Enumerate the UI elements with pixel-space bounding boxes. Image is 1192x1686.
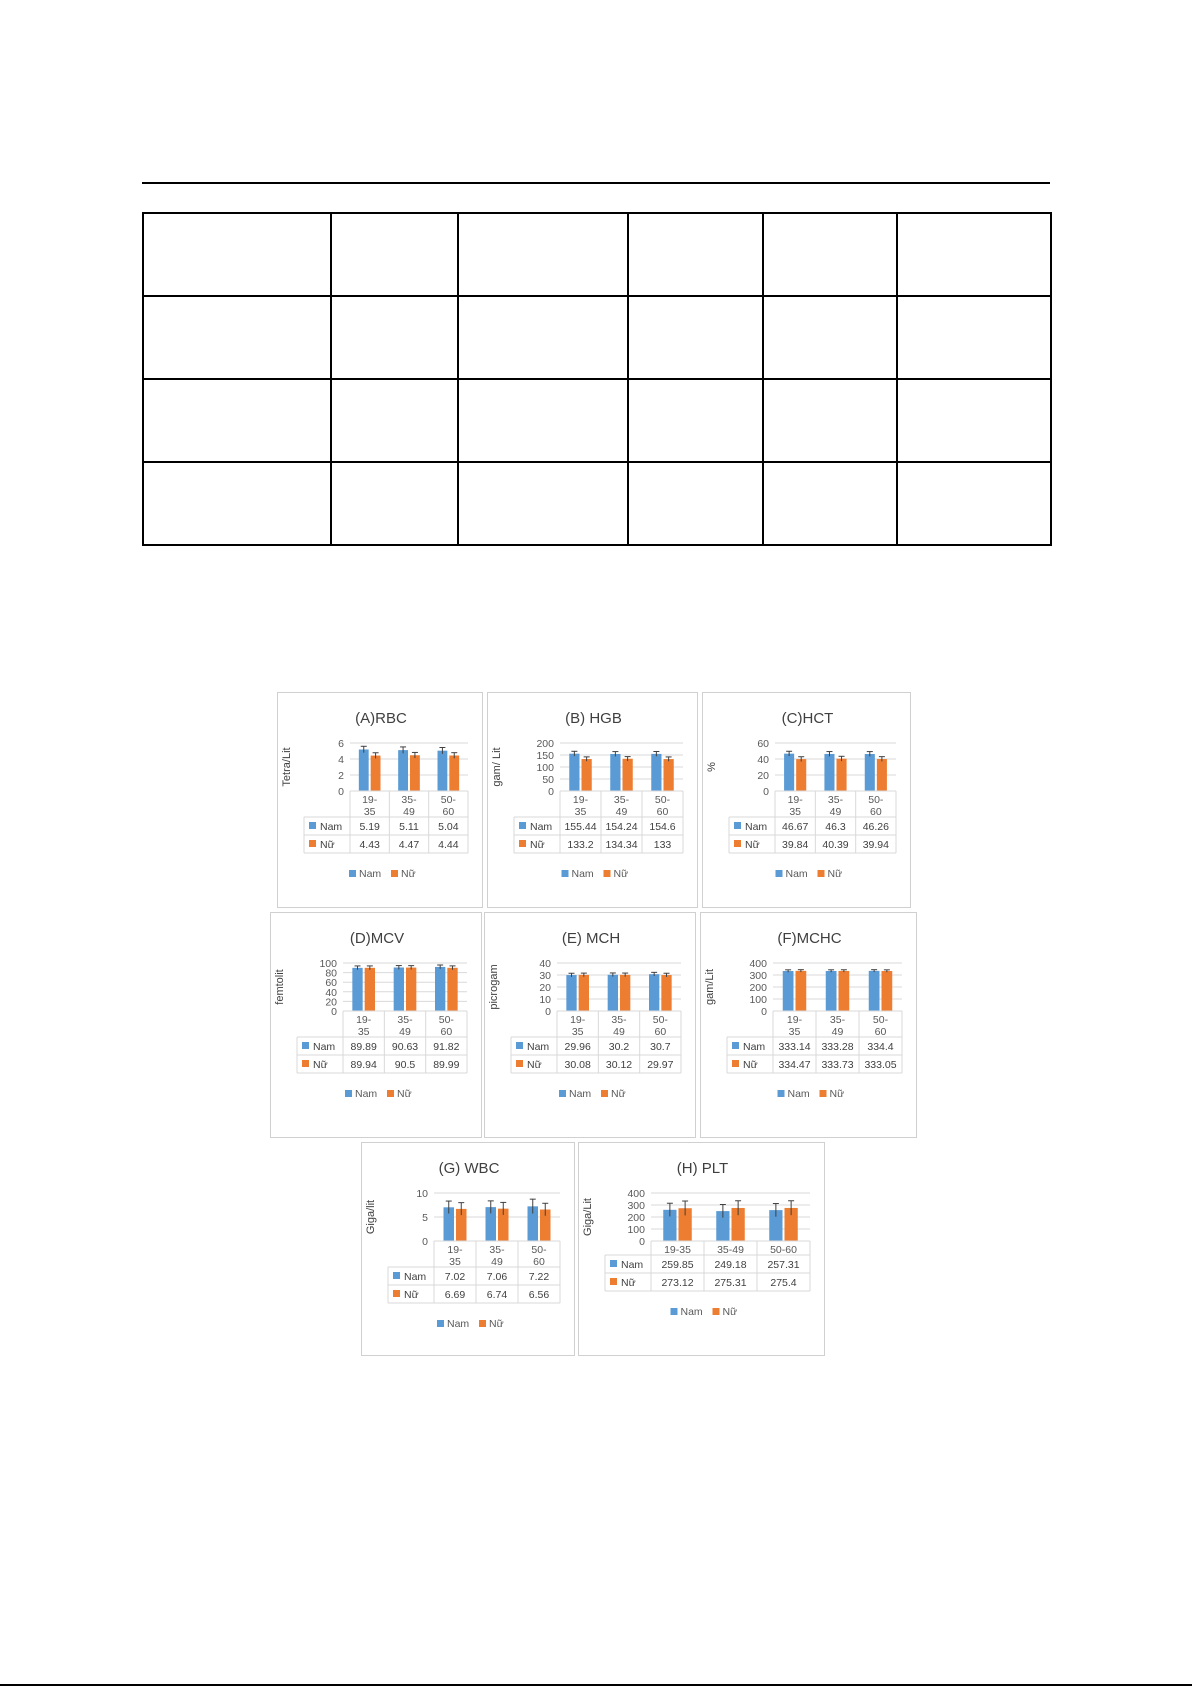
- legend-entry: Nam: [355, 1088, 378, 1100]
- legend-entry: Nữ: [722, 1306, 738, 1318]
- data-label: 5.11: [399, 821, 419, 833]
- data-label: 134.34: [605, 839, 638, 851]
- series-name: Nam: [404, 1271, 427, 1283]
- data-label: 334.4: [867, 1041, 894, 1053]
- y-tick-label: 200: [536, 738, 554, 750]
- bar-nam: [359, 749, 369, 791]
- y-tick-label: 40: [325, 986, 337, 999]
- legend-swatch-nam: [559, 1090, 566, 1097]
- bar-nu: [582, 759, 592, 791]
- y-axis-label: picrogam: [488, 964, 500, 1010]
- category-label: 50-: [868, 794, 884, 806]
- chart-title: (H) PLT: [676, 1160, 729, 1177]
- category-label: 60: [869, 806, 882, 818]
- legend-entry: Nam: [569, 1088, 592, 1100]
- chart-svg: [485, 913, 697, 1139]
- data-label: 39.84: [782, 839, 809, 851]
- data-label: 133.2: [567, 839, 594, 851]
- data-label: 7.22: [528, 1271, 550, 1283]
- y-tick-label: 100: [627, 1224, 645, 1236]
- legend-key-nu: [610, 1278, 617, 1285]
- y-tick-label: 50: [542, 774, 554, 786]
- chart-svg: [703, 693, 912, 909]
- bar-nu: [664, 759, 674, 791]
- category-label: 19-: [572, 794, 589, 806]
- table-cell: [628, 213, 763, 296]
- data-label: 90.5: [394, 1059, 416, 1071]
- y-tick-label: 5: [422, 1212, 428, 1224]
- table-row: [143, 213, 1051, 296]
- table-cell: [331, 213, 458, 296]
- series-name: Nữ: [745, 839, 760, 851]
- y-tick-label: 150: [536, 750, 554, 762]
- table-cell: [628, 379, 763, 462]
- chart-panel-b: [487, 692, 698, 908]
- data-label: 89.99: [433, 1059, 460, 1071]
- bar-nu: [620, 975, 630, 1011]
- data-label: 90.63: [391, 1041, 419, 1053]
- y-tick-label: 0: [639, 1236, 645, 1248]
- y-tick-label: 20: [539, 982, 551, 994]
- legend-key-nam: [610, 1260, 617, 1267]
- chart-panel-e: [484, 912, 696, 1138]
- bar-nam: [869, 971, 880, 1011]
- y-tick-label: 0: [548, 786, 554, 798]
- series-name: Nữ: [404, 1289, 419, 1301]
- y-tick-label: 30: [539, 970, 551, 982]
- y-tick-label: 100: [536, 762, 554, 774]
- series-name: Nam: [743, 1041, 766, 1053]
- data-label: 30.2: [608, 1041, 630, 1053]
- bar-nam: [649, 974, 659, 1011]
- bar-nu: [839, 971, 850, 1011]
- table-row: [143, 296, 1051, 379]
- table-cell: [763, 296, 897, 379]
- category-label: 60: [442, 806, 455, 818]
- chart-panel-g: [361, 1142, 575, 1356]
- data-label: 6.74: [486, 1289, 508, 1301]
- y-tick-label: 2: [338, 770, 344, 782]
- bar-nam: [569, 754, 579, 791]
- category-label: 50-: [531, 1244, 547, 1256]
- bar-nam: [398, 750, 408, 791]
- series-name: Nữ: [320, 839, 335, 851]
- y-tick-label: 20: [325, 996, 337, 1009]
- y-tick-label: 300: [749, 970, 767, 982]
- data-label: 333.28: [821, 1041, 854, 1053]
- bar-nam: [826, 971, 837, 1011]
- category-label: 50-: [872, 1014, 889, 1026]
- legend-key-nu: [519, 840, 526, 847]
- y-tick-label: 10: [416, 1188, 428, 1200]
- y-tick-label: 0: [763, 786, 769, 798]
- chart-title: (F)MCHC: [777, 930, 842, 947]
- legend-swatch-nu: [601, 1090, 608, 1097]
- category-label: 35-: [613, 794, 630, 806]
- legend-key-nam: [734, 822, 741, 829]
- category-label: 60: [654, 1026, 667, 1038]
- series-name: Nam: [530, 821, 553, 833]
- bar-nu: [837, 759, 847, 791]
- series-name: Nữ: [743, 1059, 758, 1071]
- legend-entry: Nam: [680, 1306, 703, 1318]
- y-tick-label: 100: [749, 994, 767, 1006]
- category-label: 49: [615, 806, 628, 818]
- bar-nam: [435, 967, 445, 1011]
- y-axis-label: Giga/lit: [365, 1199, 377, 1235]
- data-label: 29.96: [564, 1041, 591, 1053]
- y-axis-label: gam/ Lit: [491, 747, 503, 787]
- series-name: Nữ: [527, 1059, 542, 1071]
- table-cell: [458, 213, 628, 296]
- data-label: 4.44: [438, 839, 459, 851]
- data-label: 275.4: [770, 1277, 797, 1289]
- table-row: [143, 379, 1051, 462]
- data-label: 333.14: [778, 1041, 811, 1053]
- data-label: 30.08: [564, 1059, 591, 1071]
- category-label: 50-: [652, 1014, 668, 1026]
- data-label: 154.6: [649, 821, 676, 833]
- table-cell: [143, 462, 331, 545]
- y-tick-label: 40: [539, 958, 551, 970]
- table-cell: [897, 462, 1051, 545]
- legend-key-nam: [519, 822, 526, 829]
- table-cell: [628, 296, 763, 379]
- legend-swatch-nu: [387, 1090, 394, 1097]
- y-tick-label: 20: [757, 770, 769, 782]
- y-tick-label: 80: [325, 967, 337, 980]
- chart-svg: [271, 913, 483, 1139]
- table-cell: [897, 379, 1051, 462]
- y-tick-label: 40: [757, 754, 769, 766]
- bar-nam: [824, 754, 834, 791]
- legend-swatch-nu: [479, 1320, 486, 1327]
- legend-swatch-nam: [349, 870, 356, 877]
- data-label: 133: [653, 839, 672, 851]
- legend-key-nam: [302, 1042, 309, 1049]
- category-label: 35-: [829, 1014, 846, 1026]
- bar-nam: [394, 967, 404, 1011]
- chart-panel-f: [700, 912, 917, 1138]
- data-label: 46.3: [825, 821, 846, 833]
- data-label: 5.04: [438, 821, 459, 833]
- table-cell: [331, 379, 458, 462]
- category-label: 60: [440, 1026, 453, 1038]
- bar-nu: [406, 968, 416, 1011]
- table-cell: [897, 296, 1051, 379]
- legend-key-nam: [732, 1042, 739, 1049]
- category-label: 35-: [827, 794, 844, 806]
- category-label: 19-: [786, 1014, 803, 1026]
- chart-title: (E) MCH: [561, 930, 621, 947]
- category-label: 60: [874, 1026, 887, 1038]
- category-label: 35-: [401, 794, 417, 806]
- bar-nam: [783, 971, 794, 1011]
- table-cell: [897, 213, 1051, 296]
- category-label: 19-: [570, 1014, 586, 1026]
- category-label: 35: [574, 806, 587, 818]
- legend-key-nam: [309, 822, 316, 829]
- data-label: 89.94: [350, 1059, 377, 1071]
- legend-entry: Nam: [785, 868, 808, 880]
- category-label: 50-60: [770, 1244, 797, 1256]
- legend-swatch-nam: [345, 1090, 352, 1097]
- chart-panel-d: [270, 912, 482, 1138]
- series-name: Nam: [313, 1041, 336, 1053]
- series-name: Nữ: [313, 1059, 328, 1071]
- legend-entry: Nữ: [489, 1318, 504, 1330]
- category-label: 49: [831, 1026, 844, 1038]
- chart-title: (A)RBC: [355, 710, 407, 727]
- y-tick-label: 0: [545, 1006, 551, 1018]
- legend-key-nu: [516, 1060, 523, 1067]
- category-label: 60: [533, 1256, 545, 1268]
- chart-svg: [278, 693, 484, 909]
- legend-swatch-nam: [562, 870, 569, 877]
- legend-entry: Nữ: [397, 1088, 412, 1100]
- y-axis-label: Tetra/Lit: [281, 747, 293, 787]
- data-label: 275.31: [714, 1277, 747, 1289]
- category-label: 35: [357, 1026, 370, 1038]
- data-label: 89.89: [350, 1041, 377, 1053]
- data-label: 5.19: [359, 821, 380, 833]
- bar-nu: [371, 756, 381, 791]
- bar-nam: [865, 754, 875, 791]
- legend-swatch-nu: [820, 1090, 827, 1097]
- table-cell: [458, 379, 628, 462]
- legend-swatch-nam: [671, 1308, 678, 1315]
- legend-swatch-nam: [776, 870, 783, 877]
- bar-nu: [796, 971, 807, 1011]
- legend-swatch-nam: [437, 1320, 444, 1327]
- chart-title: (G) WBC: [438, 1160, 500, 1177]
- data-label: 334.47: [778, 1059, 811, 1071]
- bar-nu: [410, 755, 420, 791]
- data-label: 259.85: [661, 1259, 694, 1271]
- table-row: [143, 462, 1051, 545]
- data-label: 249.18: [714, 1259, 747, 1271]
- category-label: 19-: [362, 794, 378, 806]
- y-tick-label: 200: [749, 982, 767, 994]
- data-label: 257.31: [767, 1259, 800, 1271]
- chart-svg: [488, 693, 699, 909]
- y-tick-label: 6: [338, 738, 344, 750]
- category-label: 19-: [787, 794, 803, 806]
- bar-nu: [623, 759, 633, 791]
- chart-title: (B) HGB: [565, 710, 622, 727]
- y-axis-label: Giga/Lit: [582, 1198, 594, 1236]
- table-cell: [458, 296, 628, 379]
- legend-key-nu: [732, 1060, 739, 1067]
- legend-key-nam: [516, 1042, 523, 1049]
- chart-panel-a: [277, 692, 483, 908]
- series-name: Nữ: [621, 1277, 636, 1289]
- data-label: 91.82: [433, 1041, 460, 1053]
- y-tick-label: 10: [539, 994, 551, 1006]
- bar-nu: [661, 975, 671, 1011]
- bar-nu: [796, 759, 806, 791]
- table-cell: [458, 462, 628, 545]
- legend-entry: Nữ: [827, 868, 843, 880]
- bar-nu: [877, 759, 887, 791]
- legend-entry: Nam: [787, 1088, 810, 1100]
- data-label: 39.94: [862, 839, 889, 851]
- data-label: 273.12: [661, 1277, 694, 1289]
- legend-key-nu: [393, 1290, 400, 1297]
- data-label: 6.56: [528, 1289, 550, 1301]
- category-label: 49: [829, 806, 842, 818]
- table-cell: [143, 213, 331, 296]
- bar-nu: [449, 755, 459, 791]
- category-label: 50-: [440, 794, 456, 806]
- data-label: 7.02: [444, 1271, 466, 1283]
- y-tick-label: 200: [627, 1212, 645, 1224]
- category-label: 35: [788, 1026, 801, 1038]
- table-cell: [763, 462, 897, 545]
- data-label: 30.7: [650, 1041, 671, 1053]
- legend-entry: Nữ: [611, 1088, 626, 1100]
- legend-key-nu: [734, 840, 741, 847]
- chart-panel-c: [702, 692, 911, 908]
- chart-svg: [701, 913, 918, 1139]
- table-cell: [763, 213, 897, 296]
- category-label: 19-35: [664, 1244, 691, 1256]
- data-label: 333.05: [864, 1059, 897, 1071]
- category-label: 35-: [397, 1014, 413, 1026]
- y-axis-label: gam/Lit: [704, 968, 716, 1006]
- legend-entry: Nữ: [401, 868, 416, 880]
- legend-swatch-nu: [713, 1308, 720, 1315]
- y-tick-label: 0: [338, 786, 344, 798]
- legend-entry: Nữ: [829, 1088, 845, 1100]
- y-tick-label: 400: [627, 1188, 645, 1200]
- y-tick-label: 400: [749, 958, 767, 970]
- bar-nam: [438, 751, 448, 791]
- y-tick-label: 0: [331, 1006, 337, 1018]
- data-label: 46.67: [782, 821, 809, 833]
- category-label: 49: [613, 1026, 625, 1038]
- bar-nu: [365, 968, 375, 1011]
- bar-nu: [882, 971, 893, 1011]
- category-label: 35-: [489, 1244, 505, 1256]
- legend-entry: Nữ: [613, 868, 629, 880]
- table-cell: [331, 462, 458, 545]
- table-cell: [331, 296, 458, 379]
- table-cell: [143, 296, 331, 379]
- legend-swatch-nam: [778, 1090, 785, 1097]
- category-label: 19-: [447, 1244, 463, 1256]
- category-label: 19-: [356, 1014, 372, 1026]
- legend-swatch-nu: [604, 870, 611, 877]
- bar-nam: [608, 975, 618, 1011]
- bar-nam: [784, 754, 794, 791]
- category-label: 35-49: [717, 1244, 744, 1256]
- bar-nu: [579, 975, 589, 1011]
- data-label: 46.26: [862, 821, 889, 833]
- y-tick-label: 60: [325, 977, 337, 990]
- data-label: 7.06: [486, 1271, 508, 1283]
- y-tick-label: 60: [757, 738, 769, 750]
- legend-entry: Nam: [571, 868, 594, 880]
- category-label: 35: [789, 806, 802, 818]
- y-tick-label: 0: [422, 1236, 428, 1248]
- chart-title: (D)MCV: [349, 930, 405, 947]
- category-label: 50-: [438, 1014, 454, 1026]
- y-tick-label: 300: [627, 1200, 645, 1212]
- table-cell: [763, 379, 897, 462]
- y-axis-label: femtolit: [274, 969, 286, 1005]
- bar-nam: [566, 975, 576, 1011]
- data-label: 155.44: [564, 821, 597, 833]
- series-name: Nam: [320, 821, 343, 833]
- category-label: 49: [491, 1256, 503, 1268]
- data-label: 40.39: [822, 839, 849, 851]
- data-label: 6.69: [444, 1289, 466, 1301]
- legend-entry: Nam: [359, 868, 382, 880]
- category-label: 35: [571, 1026, 584, 1038]
- series-name: Nam: [527, 1041, 550, 1053]
- chart-svg: [362, 1143, 576, 1357]
- category-label: 50-: [654, 794, 671, 806]
- data-label: 4.43: [359, 839, 380, 851]
- legend-swatch-nu: [391, 870, 398, 877]
- data-label: 154.24: [605, 821, 638, 833]
- legend-key-nu: [309, 840, 316, 847]
- category-label: 35-: [611, 1014, 627, 1026]
- category-label: 49: [403, 806, 415, 818]
- bar-nu: [447, 968, 457, 1011]
- chart-panel-h: [578, 1142, 825, 1356]
- series-name: Nam: [621, 1259, 644, 1271]
- series-name: Nữ: [530, 839, 545, 851]
- legend-swatch-nu: [818, 870, 825, 877]
- category-label: 35: [449, 1256, 461, 1268]
- data-label: 30.12: [605, 1059, 633, 1071]
- category-label: 60: [656, 806, 669, 818]
- legend-key-nu: [302, 1060, 309, 1067]
- table-cell: [143, 379, 331, 462]
- chart-svg: [579, 1143, 826, 1357]
- y-axis-label: %: [706, 762, 718, 772]
- legend-entry: Nam: [447, 1318, 470, 1330]
- data-label: 4.47: [398, 839, 420, 851]
- y-tick-label: 0: [761, 1006, 767, 1018]
- chart-title: (C)HCT: [781, 710, 834, 727]
- data-label: 333.73: [821, 1059, 854, 1071]
- series-name: Nam: [745, 821, 768, 833]
- bar-nam: [352, 968, 362, 1011]
- data-table: [142, 212, 1052, 546]
- bar-nam: [651, 754, 661, 791]
- category-label: 35: [363, 806, 376, 818]
- table-cell: [628, 462, 763, 545]
- category-label: 49: [399, 1026, 411, 1038]
- bar-nam: [610, 754, 620, 791]
- y-tick-label: 100: [319, 958, 337, 970]
- legend-key-nam: [393, 1272, 400, 1279]
- data-label: 29.97: [647, 1059, 674, 1071]
- top-rule: [142, 182, 1050, 184]
- y-tick-label: 4: [338, 754, 344, 766]
